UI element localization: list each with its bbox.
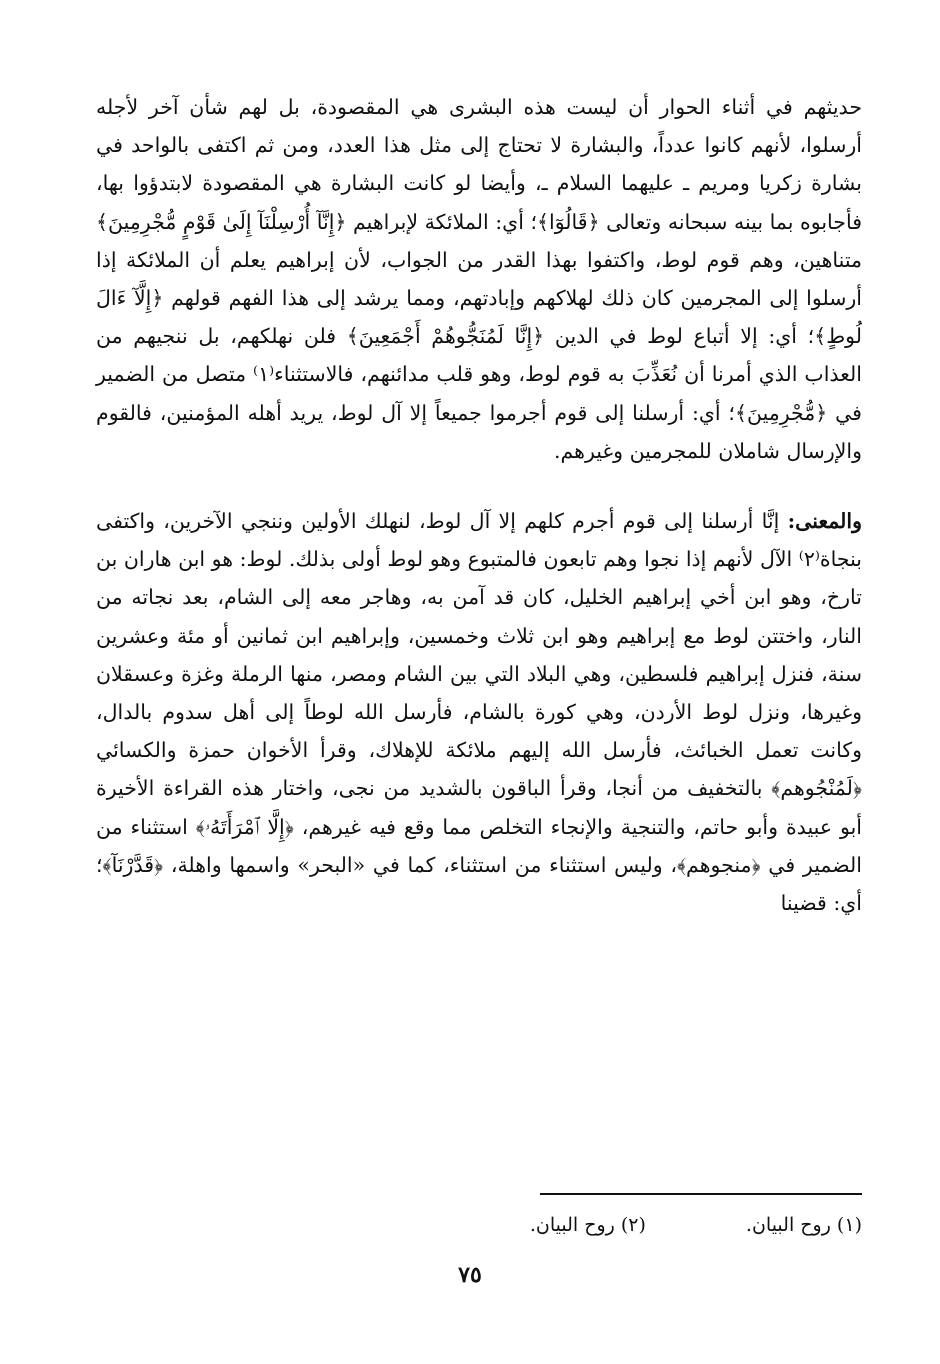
body-text [96, 88, 862, 922]
paragraph-text: إنَّا أرسلنا إلى قوم أجرم كلهم إلا آل لوط، لنهلك الأولين وننجي الآخرين، واكتفى بنجاة⁽٢⁾ الآل لأنهم إذا نجوا وهم تابعون فالمتبوع وهو لوط أولى بذلك. لوط: هو ابن هاران بن تارخ، وهو ابن أخي إبراهيم الخليل، كان قد آمن به، وهاجر معه إلى الشام، بعد نجاته من النار، واختتن لوط مع إبراهيم وهو ابن ثلاث وخمسين، وإبراهيم ابن ثمانين أو مئة وعشرين سنة، فنزل إبراهيم فلسطين، وهي البلاد التي بين الشام ومصر، منها الرملة وغزة وعسقلان وغيرها، ونزل لوط الأردن، وهي كورة بالشام، فأرسل الله لوطاً إلى أهل سدوم بالدال، وكانت تعمل الخبائث، فأرسل الله إليهم ملائكة للإهلاك، وقرأ الأخوان حمزة والكسائي ﴿لَمُنْجُوهم﴾ بالتخفيف من أنجا، وقرأ الباقون بالشديد من نجى، واختار هذه القراءة الأخيرة أبو عبيدة وأبو حاتم، والتنجية والإنجاء التخلص مما وقع فيه غيرهم، ﴿إِلَّا ٱمْرَأَتَهُۥ﴾ استثناء من الضمير في ﴿منجوهم﴾، وليس استثناء من استثناء، كما في «البحر» واسمها واهلة، ﴿قَدَّرْنَآ﴾؛ أي: قضينا [96, 509, 862, 916]
page-number: ٧٥ [458, 1262, 482, 1288]
footnote-divider [540, 1193, 862, 1195]
paragraph [96, 502, 862, 922]
paragraph [96, 88, 862, 470]
footnote: (١) روح البيان. [745, 1214, 862, 1236]
paragraph-lead: والمعنى: [787, 509, 862, 534]
footnote: (٢) روح البيان. [529, 1214, 646, 1236]
paragraph-text: حديثهم في أثناء الحوار أن ليست هذه البشرى هي المقصودة، بل لهم شأن آخر لأجله أرسلوا، لأنهم كانوا عدداً، والبشارة لا تحتاج إلى مثل هذا العدد، ومن ثم اكتفى بالواحد في بشارة زكريا ومريم ـ عليهما السلام ـ، وأيضا لو كانت البشارة هي المقصودة لابتدؤوا بها، فأجابوه بما بينه سبحانه وتعالى ﴿قَالُوٓا﴾؛ أي: الملائكة لإبراهيم ﴿إِنَّآ أُرْسِلْنَآ إِلَىٰ قَوْمٍ مُّجْرِمِينَ﴾ متناهين، وهم قوم لوط، واكتفوا بهذا القدر من الجواب، لأن إبراهيم يعلم أن الملائكة إذا أرسلوا إلى المجرمين كان ذلك لهلاكهم وإبادتهم، ومما يرشد إلى هذا الفهم قولهم ﴿إِلَّآ ءَالَ لُوطٍ﴾؛ أي: إلا أتباع لوط في الدين ﴿إِنَّا لَمُنَجُّوهُمْ أَجْمَعِينَ﴾ فلن نهلكهم، بل ننجيهم من العذاب الذي أمرنا أن نُعَذِّبَ به قوم لوط، وهو قلب مدائنهم، فالاستثناء⁽١⁾ متصل من الضمير في ﴿مُّجْرِمِينَ﴾؛ أي: أرسلنا إلى قوم أجرموا جميعاً إلا آل لوط، يريد أهله المؤمنين، فالقوم والإرسال شاملان للمجرمين وغيرهم. [96, 95, 862, 463]
footnotes [302, 1212, 862, 1238]
